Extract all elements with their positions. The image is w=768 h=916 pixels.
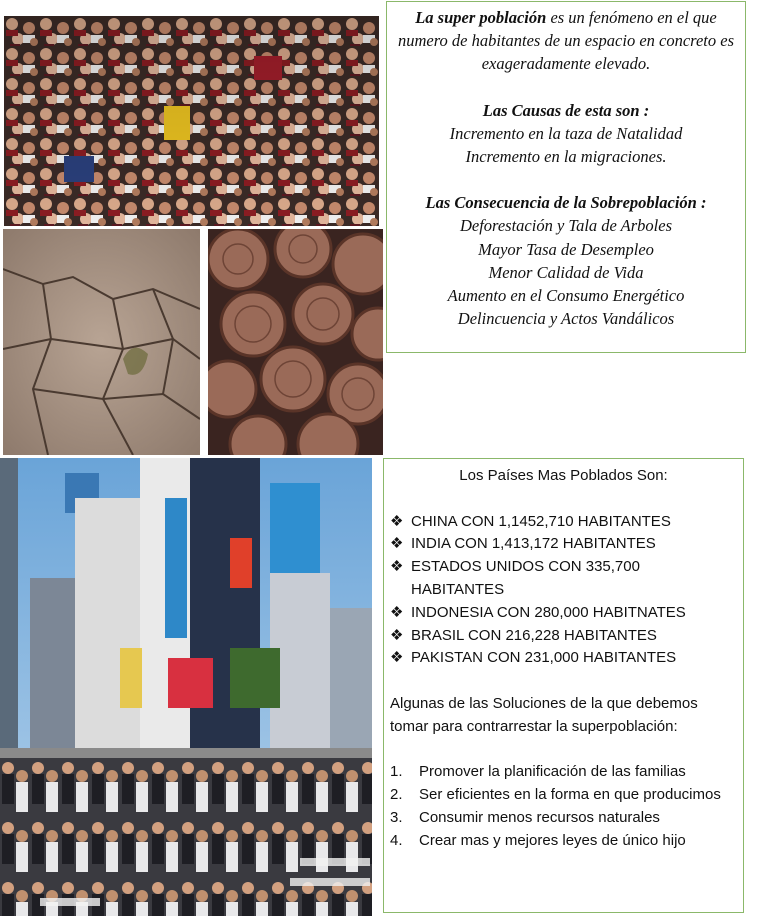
cause-item: Incremento en la migraciones. (465, 147, 667, 167)
cause-item: Incremento en la taza de Natalidad (449, 123, 683, 143)
country-item: ❖ INDIA CON 1,413,172 HABITANTES (390, 533, 737, 556)
solutions-list (390, 761, 737, 852)
diamond-bullet-icon: ❖ (390, 626, 404, 644)
solution-item: 1. Promover la planificación de las familias (390, 763, 686, 781)
consequence-item: Mayor Tasa de Desempleo (478, 239, 654, 259)
city-crossing-photo (0, 458, 372, 916)
consequence-item: Delincuencia y Actos Vandálicos (457, 309, 675, 329)
consequence-item: Menor Calidad de Vida (488, 262, 644, 282)
diamond-bullet-icon: ❖ (390, 603, 404, 621)
diamond-bullet-icon: ❖ (390, 558, 404, 576)
solutions-intro: Algunas de las Soluciones de la que debemos tomar para contrarrestar la superpoblación: (390, 694, 698, 735)
diamond-bullet-icon: ❖ (390, 535, 404, 553)
consequence-item: Aumento en el Consumo Energético (447, 286, 685, 306)
country-item: ❖ BRASIL CON 216,228 HABITANTES (390, 625, 737, 648)
cut-logs-photo (208, 229, 383, 455)
solution-item: 2. Ser eficientes en la forma en que producimos (390, 786, 721, 804)
definition-text: es un fenómeno en el que numero de habitantes de un espacio en concreto es exageradamente elevado. (397, 8, 735, 74)
consequences-title: Las Consecuencia de la Sobrepoblación : (425, 193, 707, 213)
crowd-photo (4, 16, 379, 226)
country-item: ❖ ESTADOS UNIDOS CON 335,700 HABITANTES (390, 558, 640, 598)
causes-title: Las Causas de esta son : (482, 100, 650, 120)
countries-solutions-box (383, 458, 744, 913)
country-item: ❖ CHINA CON 1,1452,710 HABITANTES (390, 511, 737, 534)
countries-list (390, 511, 737, 671)
countries-title: Los Países Mas Poblados Son: (459, 467, 668, 484)
definition-paragraph (395, 6, 737, 76)
definition-term: La super población (415, 8, 547, 27)
cracked-earth-photo (3, 229, 200, 455)
overpopulation-info-box (386, 1, 746, 353)
solution-item: 3. Consumir menos recursos naturales (390, 808, 660, 826)
diamond-bullet-icon: ❖ (390, 649, 404, 667)
country-item: ❖ PAKISTAN CON 231,000 HABITANTES (390, 647, 737, 670)
solution-item: 4. Crear mas y mejores leyes de único hijo (390, 831, 686, 849)
diamond-bullet-icon: ❖ (390, 512, 404, 530)
country-item: ❖ INDONESIA CON 280,000 HABITNATES (390, 602, 737, 625)
consequence-item: Deforestación y Tala de Arboles (459, 216, 673, 236)
